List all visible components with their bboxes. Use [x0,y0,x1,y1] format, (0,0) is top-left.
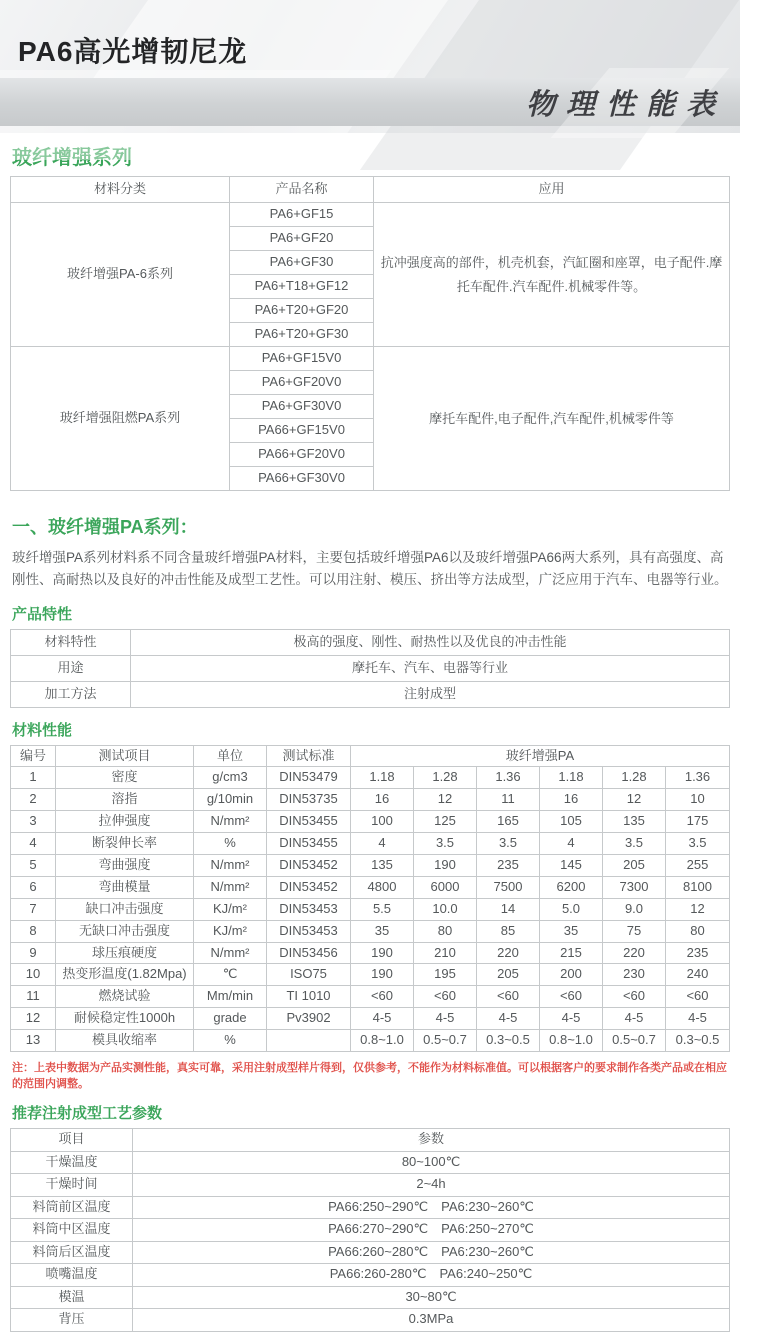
value-cell: 8100 [666,876,730,898]
param-label: 料筒中区温度 [11,1219,133,1242]
table-row [11,876,730,898]
test-item: 密度 [56,767,194,789]
value-cell: 5.0 [540,898,603,920]
row-number: 8 [11,920,56,942]
value-cell: <60 [414,986,477,1008]
content [0,141,740,1332]
value-cell: 135 [351,854,414,876]
value-cell: 3.5 [477,833,540,855]
value-cell: 1.28 [603,767,666,789]
value-cell: 80 [666,920,730,942]
value-cell: 205 [603,854,666,876]
product-cell: PA6+GF30V0 [230,395,374,419]
value-cell: 105 [540,811,603,833]
value-cell: 4-5 [540,1008,603,1030]
table-row [11,1309,730,1332]
product-cell: PA66+GF30V0 [230,467,374,491]
value-cell: 210 [414,942,477,964]
column-header: 项目 [11,1129,133,1152]
value-cell: 0.5~0.7 [603,1030,666,1052]
value-cell: 35 [540,920,603,942]
process-table [10,1128,730,1332]
value-cell: 230 [603,964,666,986]
performance-table [10,745,730,1052]
table-row [11,1286,730,1309]
param-label: 料筒后区温度 [11,1241,133,1264]
column-header: 编号 [11,745,56,767]
test-item: 燃烧试验 [56,986,194,1008]
value-cell: 100 [351,811,414,833]
table-row [11,745,730,767]
test-item: 热变形温度(1.82Mpa) [56,964,194,986]
unit-cell: % [194,1030,267,1052]
value-cell: 5.5 [351,898,414,920]
value-cell: 16 [540,789,603,811]
standard-cell: DIN53455 [267,811,351,833]
param-label: 模温 [11,1286,133,1309]
test-item: 拉伸强度 [56,811,194,833]
value-cell: 0.8~1.0 [540,1030,603,1052]
table-row [11,1129,730,1152]
table-row [11,347,730,371]
standard-cell: DIN53479 [267,767,351,789]
row-number: 6 [11,876,56,898]
table-row [11,177,730,203]
value-cell: 1.36 [477,767,540,789]
value-cell: 235 [666,942,730,964]
test-item: 弯曲强度 [56,854,194,876]
test-item: 断裂伸长率 [56,833,194,855]
value-cell: 215 [540,942,603,964]
test-item: 溶指 [56,789,194,811]
value-cell: 85 [477,920,540,942]
value-cell: 9.0 [603,898,666,920]
value-cell: 3.5 [603,833,666,855]
param-value: PA66:260~280℃ PA6:230~260℃ [133,1241,730,1264]
value-cell: 205 [477,964,540,986]
test-item: 弯曲模量 [56,876,194,898]
param-value: 30~80℃ [133,1286,730,1309]
section-one-heading: 一、玻纤增强PA系列： [12,517,198,537]
value-cell: 10.0 [414,898,477,920]
value-cell: 7300 [603,876,666,898]
value-cell: <60 [666,986,730,1008]
standard-cell: Pv3902 [267,1008,351,1030]
value-cell: 4 [351,833,414,855]
value-cell: 1.18 [351,767,414,789]
unit-cell: KJ/m² [194,898,267,920]
value-cell: 14 [477,898,540,920]
value-cell: 4-5 [351,1008,414,1030]
value-cell: <60 [351,986,414,1008]
param-value: PA66:260-280℃ PA6:240~250℃ [133,1264,730,1287]
performance-heading: 材料性能 [12,721,73,739]
param-value: PA66:250~290℃ PA6:230~260℃ [133,1196,730,1219]
column-header: 测试项目 [56,745,194,767]
table-row [11,1264,730,1287]
unit-cell: g/10min [194,789,267,811]
page-title: PA6高光增韧尼龙 [18,36,248,67]
row-number: 1 [11,767,56,789]
unit-cell: grade [194,1008,267,1030]
table-row [11,920,730,942]
process-heading: 推荐注射成型工艺参数 [12,1105,163,1122]
value-cell: 190 [414,854,477,876]
features-table-body [11,629,730,707]
feature-label: 用途 [11,655,131,681]
value-cell: 6000 [414,876,477,898]
standard-cell: TI 1010 [267,986,351,1008]
row-number: 5 [11,854,56,876]
unit-cell: g/cm3 [194,767,267,789]
row-number: 9 [11,942,56,964]
product-cell: PA6+GF20 [230,227,374,251]
test-item: 无缺口冲击强度 [56,920,194,942]
test-item: 模具收缩率 [56,1030,194,1052]
value-cell: 0.3~0.5 [666,1030,730,1052]
value-cell: 3.5 [414,833,477,855]
feature-label: 加工方法 [11,681,131,707]
table-row [11,1030,730,1052]
application-cell: 摩托车配件,电子配件,汽车配件,机械零件等 [374,347,730,491]
row-number: 2 [11,789,56,811]
standard-cell: DIN53456 [267,942,351,964]
value-cell: 175 [666,811,730,833]
category-cell: 玻纤增强PA-6系列 [11,203,230,347]
standard-cell: DIN53452 [267,876,351,898]
feature-value: 极高的强度、刚性、耐热性以及优良的冲击性能 [131,629,730,655]
table-row [11,811,730,833]
value-cell: 35 [351,920,414,942]
table-row [11,1241,730,1264]
param-label: 喷嘴温度 [11,1264,133,1287]
unit-cell: N/mm² [194,942,267,964]
value-cell: 4-5 [603,1008,666,1030]
unit-cell: % [194,833,267,855]
standard-cell: DIN53452 [267,854,351,876]
standard-cell: DIN53455 [267,833,351,855]
unit-cell: N/mm² [194,854,267,876]
table-row [11,655,730,681]
value-cell: 10 [666,789,730,811]
series-heading: 玻纤增强系列 [12,147,132,169]
value-cell: 235 [477,854,540,876]
column-header: 材料分类 [11,177,230,203]
value-cell: 16 [351,789,414,811]
value-cell: 195 [414,964,477,986]
standard-cell [267,1030,351,1052]
table-row [11,942,730,964]
value-cell: 6200 [540,876,603,898]
value-cell: 255 [666,854,730,876]
table-row [11,898,730,920]
row-number: 3 [11,811,56,833]
intro-paragraph: 玻纤增强PA系列材料系不同含量玻纤增强PA材料，主要包括玻纤增强PA6以及玻纤增强PA66两大系列，具有高强度、高刚性、高耐热以及良好的冲击性能及成型工艺性。可以用注射、模压、挤出等方法成型，广泛应用于汽车、电器等行业。 [12,550,728,588]
series-table-body [11,177,730,491]
process-table-body [11,1129,730,1332]
feature-label: 材料特性 [11,629,131,655]
unit-cell: KJ/m² [194,920,267,942]
feature-value: 摩托车、汽车、电器等行业 [131,655,730,681]
column-header: 产品名称 [230,177,374,203]
row-number: 10 [11,964,56,986]
category-cell: 玻纤增强阻燃PA系列 [11,347,230,491]
value-cell: 0.8~1.0 [351,1030,414,1052]
value-cell: 1.36 [666,767,730,789]
table-row [11,767,730,789]
value-cell: 220 [603,942,666,964]
value-cell: 0.3~0.5 [477,1030,540,1052]
unit-cell: N/mm² [194,811,267,833]
table-row [11,1008,730,1030]
value-cell: <60 [603,986,666,1008]
param-value: PA66:270~290℃ PA6:250~270℃ [133,1219,730,1242]
unit-cell: N/mm² [194,876,267,898]
table-row [11,1219,730,1242]
product-cell: PA6+T20+GF30 [230,323,374,347]
value-cell: 4-5 [477,1008,540,1030]
table-row [11,1151,730,1174]
value-cell: 145 [540,854,603,876]
table-row [11,833,730,855]
value-cell: 200 [540,964,603,986]
unit-cell: ℃ [194,964,267,986]
standard-cell: DIN53735 [267,789,351,811]
page-header [0,0,740,133]
row-number: 13 [11,1030,56,1052]
performance-table-body [11,745,730,1051]
test-item: 耐候稳定性1000h [56,1008,194,1030]
value-cell: 11 [477,789,540,811]
product-cell: PA6+GF20V0 [230,371,374,395]
test-item: 球压痕硬度 [56,942,194,964]
column-header: 应用 [374,177,730,203]
value-cell: <60 [540,986,603,1008]
value-cell: 7500 [477,876,540,898]
param-value: 2~4h [133,1174,730,1197]
value-cell: 220 [477,942,540,964]
row-number: 11 [11,986,56,1008]
param-label: 干燥温度 [11,1151,133,1174]
param-label: 干燥时间 [11,1174,133,1197]
row-number: 7 [11,898,56,920]
value-cell: 135 [603,811,666,833]
table-row [11,854,730,876]
value-cell: 165 [477,811,540,833]
value-cell: 1.28 [414,767,477,789]
product-cell: PA6+GF15V0 [230,347,374,371]
value-cell: 4 [540,833,603,855]
table-row [11,681,730,707]
value-cell: 3.5 [666,833,730,855]
value-cell: 190 [351,964,414,986]
standard-cell: DIN53453 [267,898,351,920]
value-cell: 190 [351,942,414,964]
column-header: 单位 [194,745,267,767]
table-row [11,629,730,655]
row-number: 12 [11,1008,56,1030]
value-cell: <60 [477,986,540,1008]
features-table [10,629,730,708]
value-cell: 125 [414,811,477,833]
table-row [11,203,730,227]
product-cell: PA66+GF15V0 [230,419,374,443]
test-item: 缺口冲击强度 [56,898,194,920]
value-cell: 12 [666,898,730,920]
value-cell: 12 [603,789,666,811]
table-row [11,964,730,986]
disclaimer-note: 注：上表中数据为产品实测性能，真实可靠，采用注射成型样片得到，仅供参考，不能作为材料标准值。可以根据客户的要求制作各类产品或在相应的范围内调整。 [12,1062,727,1090]
param-value: 0.3MPa [133,1309,730,1332]
table-row [11,1174,730,1197]
standard-cell: DIN53453 [267,920,351,942]
value-cell: 1.18 [540,767,603,789]
param-label: 背压 [11,1309,133,1332]
table-row [11,789,730,811]
product-cell: PA6+GF15 [230,203,374,227]
value-cell: 80 [414,920,477,942]
table-row [11,1196,730,1219]
table-row [11,986,730,1008]
value-cell: 4-5 [414,1008,477,1030]
physical-properties-banner: 物理性能表 [525,87,726,121]
product-cell: PA6+GF30 [230,251,374,275]
feature-value: 注射成型 [131,681,730,707]
param-label: 料筒前区温度 [11,1196,133,1219]
series-table [10,176,730,491]
column-header: 参数 [133,1129,730,1152]
application-cell: 抗冲强度高的部件，机壳机套，汽缸圈和座罩，电子配件.摩托车配件.汽车配件.机械零件等。 [374,203,730,347]
unit-cell: Mm/min [194,986,267,1008]
row-number: 4 [11,833,56,855]
standard-cell: ISO75 [267,964,351,986]
product-cell: PA6+T18+GF12 [230,275,374,299]
value-cell: 12 [414,789,477,811]
column-header: 玻纤增强PA [351,745,730,767]
value-cell: 75 [603,920,666,942]
features-heading: 产品特性 [12,605,73,623]
param-value: 80~100℃ [133,1151,730,1174]
value-cell: 240 [666,964,730,986]
value-cell: 4-5 [666,1008,730,1030]
product-cell: PA6+T20+GF20 [230,299,374,323]
column-header: 测试标准 [267,745,351,767]
value-cell: 0.5~0.7 [414,1030,477,1052]
product-cell: PA66+GF20V0 [230,443,374,467]
value-cell: 4800 [351,876,414,898]
